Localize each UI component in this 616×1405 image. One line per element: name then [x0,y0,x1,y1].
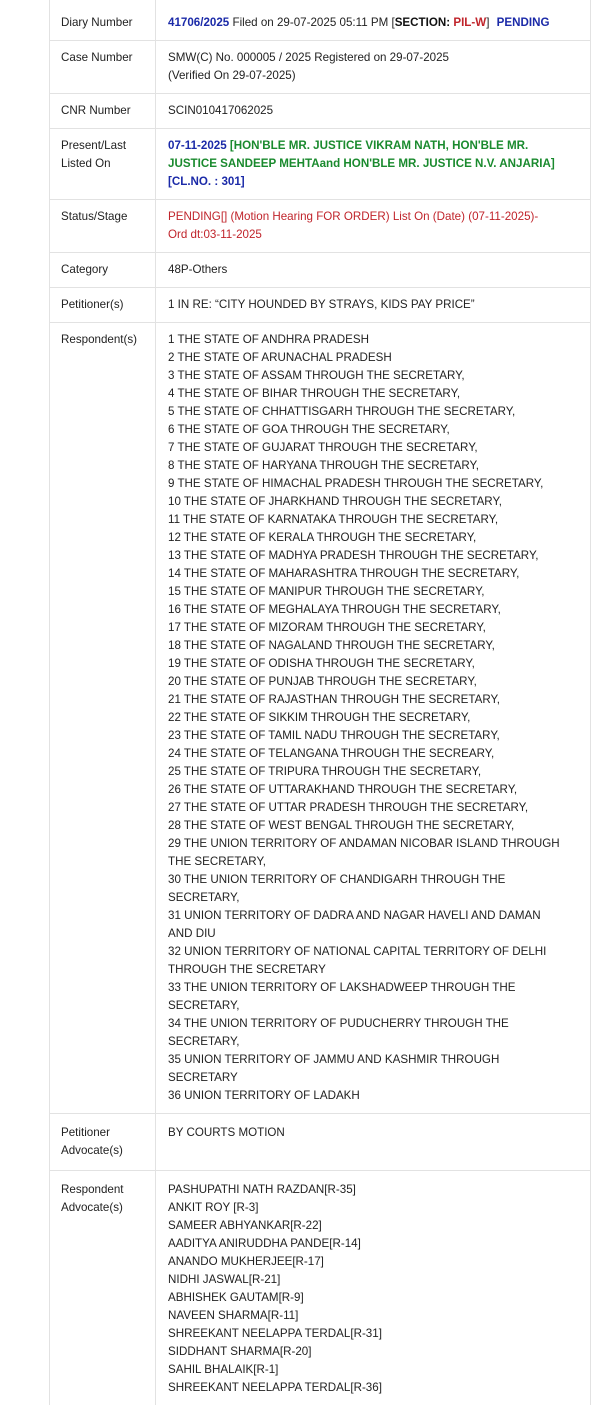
respondent-list-item: 22 THE STATE OF SIKKIM THROUGH THE SECRETARY, [168,711,471,724]
respondent-list-item: THROUGH THE SECRETARY [168,963,326,976]
status-stage-label: Status/Stage [50,200,156,252]
respondent-advocate-item: ANKIT ROY [R-3] [168,1201,259,1214]
respondent-list-item: 19 THE STATE OF ODISHA THROUGH THE SECRETARY, [168,657,475,670]
respondent-list-item: 3 THE STATE OF ASSAM THROUGH THE SECRETARY, [168,369,465,382]
respondent-list-item: 20 THE STATE OF PUNJAB THROUGH THE SECRETARY, [168,675,477,688]
row-case-number [50,41,590,94]
status-stage-line2: Ord dt:03-11-2025 [168,228,262,241]
petitioner-label: Petitioner(s) [50,288,156,322]
case-number-value [156,41,590,93]
respondent-list-item: 14 THE STATE OF MAHARASHTRA THROUGH THE SECRETARY, [168,567,520,580]
respondent-list-item: 28 THE STATE OF WEST BENGAL THROUGH THE SECRETARY, [168,819,515,832]
listed-on-label-line2: Listed On [61,157,111,170]
diary-number-label: Diary Number [50,0,156,40]
listed-on-line1 [168,137,582,155]
respondent-list-item: 16 THE STATE OF MEGHALAYA THROUGH THE SECRETARY, [168,603,501,616]
row-respondent [50,323,590,1114]
bench-judges-line2: JUSTICE SANDEEP MEHTAand HON'BLE MR. JUSTICE N.V. ANJARIA] [168,157,555,170]
respondent-advocate-item: SAMEER ABHYANKAR[R-22] [168,1219,322,1232]
section-label: SECTION: [394,16,451,29]
respondent-list-item: 35 UNION TERRITORY OF JAMMU AND KASHMIR THROUGH [168,1053,500,1066]
respondent-list-item: 27 THE STATE OF UTTAR PRADESH THROUGH THE SECRETARY, [168,801,529,814]
respondent-list-item: SECRETARY, [168,1035,240,1048]
respondent-list-item: SECRETARY [168,1071,238,1084]
petitioner-advocate-label-line2: Advocate(s) [61,1144,123,1157]
respondent-list-item: 30 THE UNION TERRITORY OF CHANDIGARH THROUGH THE [168,873,506,886]
listed-on-value [156,129,590,199]
respondent-list-item: 5 THE STATE OF CHHATTISGARH THROUGH THE SECRETARY, [168,405,516,418]
respondent-list-item: 6 THE STATE OF GOA THROUGH THE SECRETARY, [168,423,450,436]
row-cnr-number [50,94,590,129]
respondent-advocate-label [50,1171,156,1405]
respondent-list-item: 21 THE STATE OF RAJASTHAN THROUGH THE SECRETARY, [168,693,500,706]
diary-status-badge: PENDING [496,16,550,29]
respondent-list-item: 26 THE STATE OF UTTARAKHAND THROUGH THE SECRETARY, [168,783,518,796]
listed-on-label-line1: Present/Last [61,139,127,152]
respondent-advocate-item: ANANDO MUKHERJEE[R-17] [168,1255,324,1268]
respondent-list-item: 33 THE UNION TERRITORY OF LAKSHADWEEP THROUGH THE [168,981,516,994]
respondent-list-item: SECRETARY, [168,891,240,904]
respondent-list-item: 2 THE STATE OF ARUNACHAL PRADESH [168,351,392,364]
respondent-list-item: 9 THE STATE OF HIMACHAL PRADESH THROUGH THE SECRETARY, [168,477,544,490]
petitioner-advocate-label [50,1114,156,1170]
respondent-advocate-list [156,1171,590,1405]
case-number-line2: (Verified On 29-07-2025) [168,69,296,82]
case-number-label: Case Number [50,41,156,93]
diary-filed-text: Filed on 29-07-2025 05:11 PM [ [232,16,395,29]
category-value: 48P-Others [168,263,228,276]
respondent-list-item: 10 THE STATE OF JHARKHAND THROUGH THE SECRETARY, [168,495,502,508]
section-value: PIL-W [453,16,487,29]
diary-number-value [156,0,590,40]
petitioner-value: 1 IN RE: “CITY HOUNDED BY STRAYS, KIDS PAY PRICE” [168,298,475,311]
row-petitioner-advocate [50,1114,590,1171]
row-status-stage [50,200,590,253]
respondent-list-item: 13 THE STATE OF MADHYA PRADESH THROUGH THE SECRETARY, [168,549,539,562]
section-close: ] [486,16,490,29]
respondent-advocate-item: AADITYA ANIRUDDHA PANDE[R-14] [168,1237,361,1250]
respondent-advocate-item: SHREEKANT NEELAPPA TERDAL[R-31] [168,1327,382,1340]
bench-judges-line1: [HON'BLE MR. JUSTICE VIKRAM NATH, HON'BLE MR. [229,139,529,152]
respondent-advocate-item: SAHIL BHALAIK[R-1] [168,1363,279,1376]
respondent-advocate-item: NAVEEN SHARMA[R-11] [168,1309,299,1322]
respondent-list-item: 8 THE STATE OF HARYANA THROUGH THE SECRETARY, [168,459,479,472]
respondent-label: Respondent(s) [50,323,156,1113]
case-number-line1: SMW(C) No. 000005 / 2025 Registered on 29-07-2025 [168,51,449,64]
respondent-advocate-item: NIDHI JASWAL[R-21] [168,1273,281,1286]
status-stage-line1: PENDING[] (Motion Hearing FOR ORDER) List On (Date) (07-11-2025)- [168,210,539,223]
respondent-advocate-label-line1: Respondent [61,1183,124,1196]
petitioner-advocate-label-line1: Petitioner [61,1126,110,1139]
respondent-list-item: 32 UNION TERRITORY OF NATIONAL CAPITAL TERRITORY OF DELHI [168,945,547,958]
respondent-advocate-label-line2: Advocate(s) [61,1201,123,1214]
respondent-list-item: AND DIU [168,927,216,940]
row-respondent-advocate [50,1171,590,1405]
status-stage-value [156,200,590,252]
respondent-advocate-item: SHREEKANT NEELAPPA TERDAL[R-36] [168,1381,382,1394]
case-details-table [49,0,591,1405]
listed-date: 07-11-2025 [168,139,227,152]
respondent-advocate-item: SIDDHANT SHARMA[R-20] [168,1345,312,1358]
respondent-list [156,323,590,1113]
listed-on-label [50,129,156,199]
diary-number[interactable]: 41706/2025 [168,16,230,29]
respondent-list-item: 7 THE STATE OF GUJARAT THROUGH THE SECRETARY, [168,441,478,454]
petitioner-advocate-value: BY COURTS MOTION [168,1126,285,1139]
row-listed-on [50,129,590,200]
row-category [50,253,590,288]
row-petitioner [50,288,590,323]
respondent-list-item: 17 THE STATE OF MIZORAM THROUGH THE SECRETARY, [168,621,486,634]
cause-list-number: [CL.NO. : 301] [168,175,245,188]
respondent-list-item: 34 THE UNION TERRITORY OF PUDUCHERRY THROUGH THE [168,1017,509,1030]
respondent-list-item: 4 THE STATE OF BIHAR THROUGH THE SECRETARY, [168,387,461,400]
respondent-list-item: 31 UNION TERRITORY OF DADRA AND NAGAR HAVELI AND DAMAN [168,909,541,922]
respondent-list-item: 1 THE STATE OF ANDHRA PRADESH [168,333,369,346]
respondent-list-item: 11 THE STATE OF KARNATAKA THROUGH THE SECRETARY, [168,513,499,526]
respondent-list-item: 15 THE STATE OF MANIPUR THROUGH THE SECRETARY, [168,585,485,598]
row-diary-number [50,0,590,41]
respondent-advocate-item: ABHISHEK GAUTAM[R-9] [168,1291,304,1304]
respondent-list-item: SECRETARY, [168,999,240,1012]
respondent-list-item: 24 THE STATE OF TELANGANA THROUGH THE SECREARY, [168,747,495,760]
cnr-number-label: CNR Number [50,94,156,128]
respondent-list-item: 36 UNION TERRITORY OF LADAKH [168,1089,360,1102]
respondent-list-item: THE SECRETARY, [168,855,266,868]
respondent-list-item: 23 THE STATE OF TAMIL NADU THROUGH THE SECRETARY, [168,729,500,742]
respondent-list-item: 18 THE STATE OF NAGALAND THROUGH THE SECRETARY, [168,639,495,652]
category-label: Category [50,253,156,287]
respondent-list-item: 25 THE STATE OF TRIPURA THROUGH THE SECRETARY, [168,765,482,778]
cnr-number-value: SCIN010417062025 [168,104,274,117]
respondent-list-item: 29 THE UNION TERRITORY OF ANDAMAN NICOBAR ISLAND THROUGH [168,837,560,850]
respondent-advocate-item: PASHUPATHI NATH RAZDAN[R-35] [168,1183,356,1196]
respondent-list-item: 12 THE STATE OF KERALA THROUGH THE SECRETARY, [168,531,477,544]
